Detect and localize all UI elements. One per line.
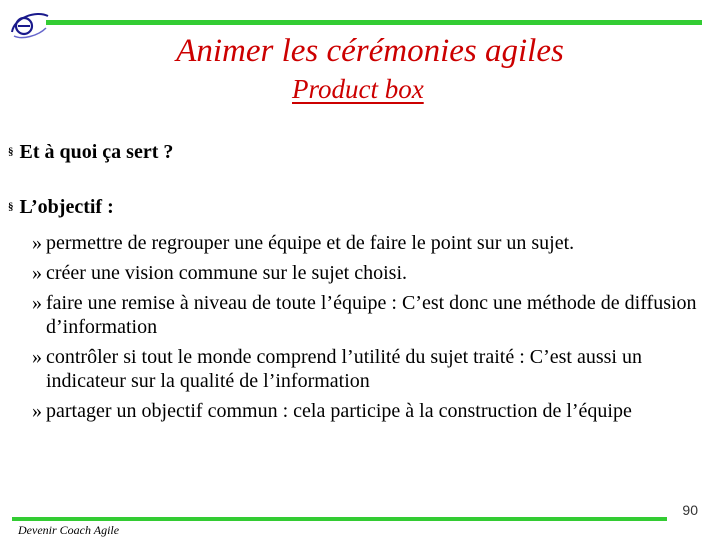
- bullet-marker: §: [8, 201, 14, 213]
- bullet-objective: [8, 196, 114, 219]
- list-item: [32, 399, 712, 423]
- sub-bullet-marker: »: [32, 262, 42, 284]
- sub-bullet-marker: »: [32, 292, 42, 314]
- top-divider: [46, 20, 702, 25]
- list-item: [32, 261, 712, 285]
- sub-bullet-marker: »: [32, 346, 42, 368]
- list-item: [32, 231, 712, 255]
- bullet-question: [8, 141, 173, 164]
- list-item: [32, 345, 712, 393]
- list-item-text: faire une remise à niveau de toute l’équipe : C’est donc une méthode de diffusion d’information: [46, 292, 697, 338]
- list-item-text: créer une vision commune sur le sujet choisi.: [46, 262, 408, 284]
- bullet-objective-text: L’objectif :: [19, 196, 114, 218]
- slide-subtitle: Product box: [292, 74, 424, 104]
- footer-label: Devenir Coach Agile: [18, 523, 120, 537]
- list-item-text: partager un objectif commun : cela participe à la construction de l’équipe: [46, 400, 632, 422]
- objective-list: [32, 231, 712, 429]
- bottom-divider: [12, 517, 667, 521]
- sub-bullet-marker: »: [32, 400, 42, 422]
- list-item-text: contrôler si tout le monde comprend l’utilité du sujet traité : C’est aussi un indicateur sur la qualité de l’information: [46, 346, 642, 392]
- bullet-question-text: Et à quoi ça sert ?: [19, 141, 174, 163]
- list-item-text: permettre de regrouper une équipe et de faire le point sur un sujet.: [46, 232, 575, 254]
- page-number: 90: [682, 502, 698, 518]
- slide-title: Animer les cérémonies agiles: [176, 33, 564, 69]
- bullet-marker: §: [8, 146, 14, 158]
- list-item: [32, 291, 712, 339]
- sub-bullet-marker: »: [32, 232, 42, 254]
